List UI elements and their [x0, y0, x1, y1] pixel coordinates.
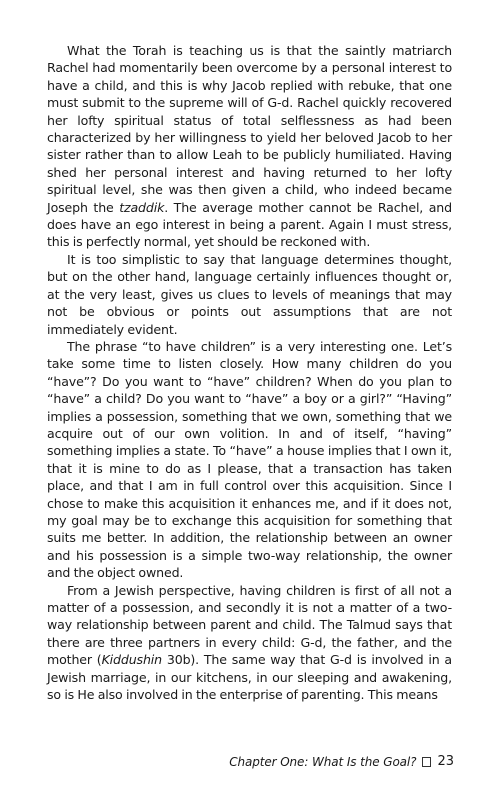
- italic-term-kiddushin: Kiddushin: [101, 652, 162, 668]
- square-separator-icon: [422, 757, 431, 767]
- paragraph-4-text: From a Jewish perspective, having children is first of all not a matter of a possession, and secondly it is not a matter of a two-way relationship between parent and child. The Talmud says that there are three partners in every child: G-d, the father, and the mother (: [47, 582, 452, 668]
- running-title: Chapter One: What Is the Goal?: [229, 754, 417, 769]
- body-text: [47, 42, 452, 703]
- paragraph-1-text-end: . The average mother cannot be Rachel, and does have an ego interest in being a parent. Again I must stress, this is perfectly normal, yet should be reckoned with.: [47, 199, 452, 250]
- paragraph-4: [47, 582, 452, 704]
- italic-term-tzaddik: tzaddik: [119, 199, 165, 215]
- paragraph-1: [47, 42, 452, 251]
- paragraph-4-text-end: 30b). The same way that G-d is involved in a Jewish marriage, in our kitchens, in our sleeping and awakening, so is He also involved in the enterprise of parenting. This means: [47, 652, 452, 703]
- page-footer: [229, 754, 454, 769]
- paragraph-1-text: What the Torah is teaching us is that the saintly matriarch Rachel had momentarily been overcome by a personal interest to have a child, and this is why Jacob replied with rebuke, that one must submit to the supreme will of G-d. Rachel quickly recovered her lofty spiritual status of total selflessness as had been characterized by her willingness to yield her beloved Jacob to her sister rather than to allow Leah to be publicly humiliated. Having shed her personal interest and having returned to her lofty spiritual level, she was then given a child, who indeed became Joseph the: [47, 43, 452, 215]
- paragraph-2: It is too simplistic to say that language determines thought, but on the other hand, language certainly influences thought or, at the very least, gives us clues to levels of meanings that may not be obvious or points out assumptions that are not immediately evident.: [47, 251, 452, 337]
- page-number: 23: [437, 754, 454, 769]
- paragraph-3: The phrase “to have children” is a very interesting one. Let’s take some time to listen closely. How many children do you “have”? Do you want to “have” children? When do you plan to “have” a child? Do you want to “have” a boy or a girl?” “Having” implies a possession, something that we own, something that we acquire out of our own volition. In and of itself, “having” something implies a state. To “have” a house implies that I own it, that it is mine to do as I please, that a transaction has taken place, and that I am in full control over this acquisition. Since I chose to make this acquisition it enhances me, and if it does not, my goal may be to exchange this acquisition for something that suits me better. In addition, the relationship between an owner and his possession is a simple two-way relationship, the owner and the object owned.: [47, 338, 452, 581]
